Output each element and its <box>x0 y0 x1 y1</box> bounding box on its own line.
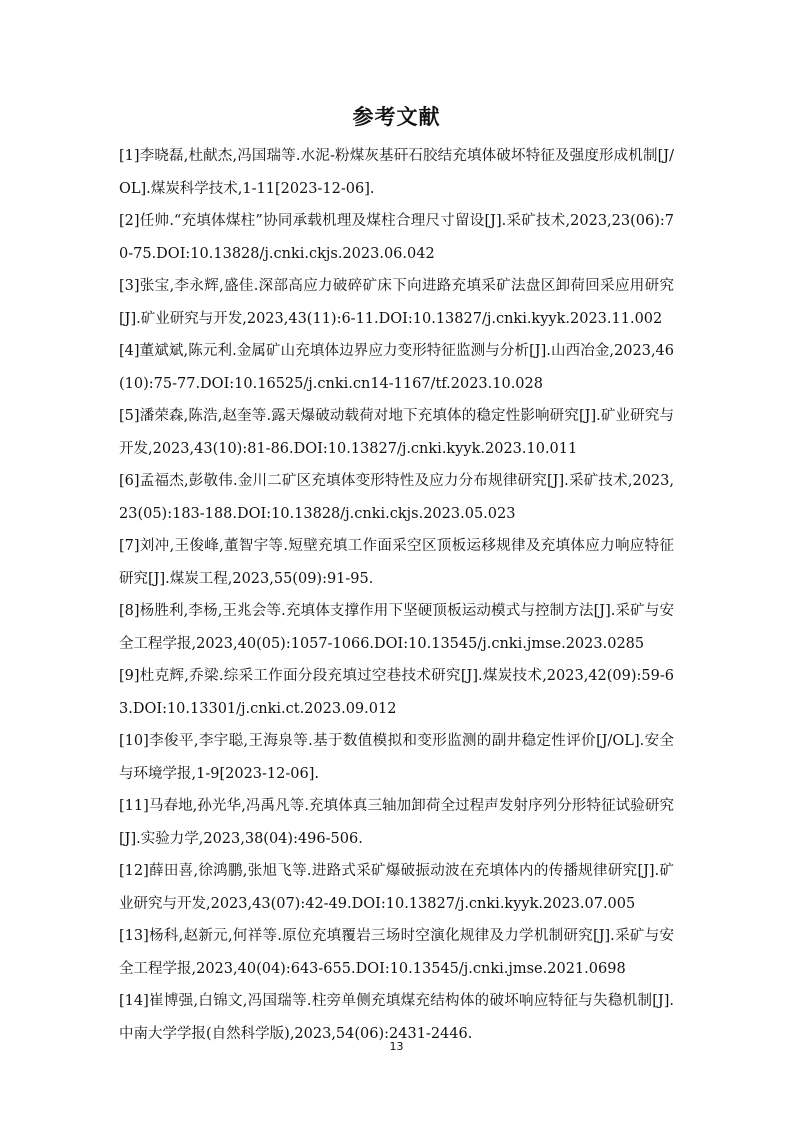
reference-item: [14]崔博强,白锦文,冯国瑞等.柱旁单侧充填煤充结构体的破坏响应特征与失稳机制[J].中南大学学报(自然科学版),2023,54(06):2431-2446. <box>119 993 674 1042</box>
reference-item: [13]杨科,赵新元,何祥等.原位充填覆岩三场时空演化规律及力学机制研究[J].采矿与安全工程学报,2023,40(04):643-655.DOI:10.13545/j.cnki.jmse.2021.0698 <box>119 928 674 977</box>
reference-item: [11]马春地,孙光华,冯禹凡等.充填体真三轴加卸荷全过程声发射序列分形特征试验研究[J].实验力学,2023,38(04):496-506. <box>119 798 674 847</box>
reference-item: [12]薛田喜,徐鸿鹏,张旭飞等.进路式采矿爆破振动波在充填体内的传播规律研究[J].矿业研究与开发,2023,43(07):42-49.DOI:10.13827/j.cnki.kyyk.2023.07.005 <box>119 863 674 912</box>
reference-item: [2]任帅.“充填体煤柱”协同承载机理及煤柱合理尺寸留设[J].采矿技术,2023,23(06):70-75.DOI:10.13828/j.cnki.ckjs.2023.06.042 <box>119 213 674 262</box>
reference-item: [7]刘冲,王俊峰,董智宇等.短壁充填工作面采空区顶板运移规律及充填体应力响应特征研究[J].煤炭工程,2023,55(09):91-95. <box>119 538 674 587</box>
reference-item: [3]张宝,李永辉,盛佳.深部高应力破碎矿床下向进路充填采矿法盘区卸荷回采应用研究[J].矿业研究与开发,2023,43(11):6-11.DOI:10.13827/j.cnki.kyyk.2023.11.002 <box>119 278 674 327</box>
page-title: 参考文献 <box>352 105 441 129</box>
reference-item: [6]孟福杰,彭敬伟.金川二矿区充填体变形特性及应力分布规律研究[J].采矿技术,2023,23(05):183-188.DOI:10.13828/j.cnki.ckjs.2023.05.023 <box>119 473 674 522</box>
reference-item: [4]董斌斌,陈元利.金属矿山充填体边界应力变形特征监测与分析[J].山西冶金,2023,46(10):75-77.DOI:10.16525/j.cnki.cn14-1167/tf.2023.10.028 <box>119 343 674 392</box>
reference-item: [10]李俊平,李宇聪,王海泉等.基于数值模拟和变形监测的副井稳定性评价[J/OL].安全与环境学报,1-9[2023-12-06]. <box>119 733 674 782</box>
reference-item: [5]潘荣森,陈浩,赵奎等.露天爆破动载荷对地下充填体的稳定性影响研究[J].矿业研究与开发,2023,43(10):81-86.DOI:10.13827/j.cnki.kyyk.2023.10.011 <box>119 408 674 457</box>
reference-item: [8]杨胜利,李杨,王兆会等.充填体支撑作用下坚硬顶板运动模式与控制方法[J].采矿与安全工程学报,2023,40(05):1057-1066.DOI:10.13545/j.cnki.jmse.2023.0285 <box>119 603 674 652</box>
page-number: 13 <box>389 1040 404 1053</box>
reference-item: [9]杜克辉,乔梁.综采工作面分段充填过空巷技术研究[J].煤炭技术,2023,42(09):59-63.DOI:10.13301/j.cnki.ct.2023.09.012 <box>119 668 674 717</box>
reference-item: [1]李晓磊,杜献杰,冯国瑞等.水泥-粉煤灰基矸石胶结充填体破坏特征及强度形成机制[J/OL].煤炭科学技术,1-11[2023-12-06]. <box>119 148 674 197</box>
reference-list <box>119 140 674 1050</box>
